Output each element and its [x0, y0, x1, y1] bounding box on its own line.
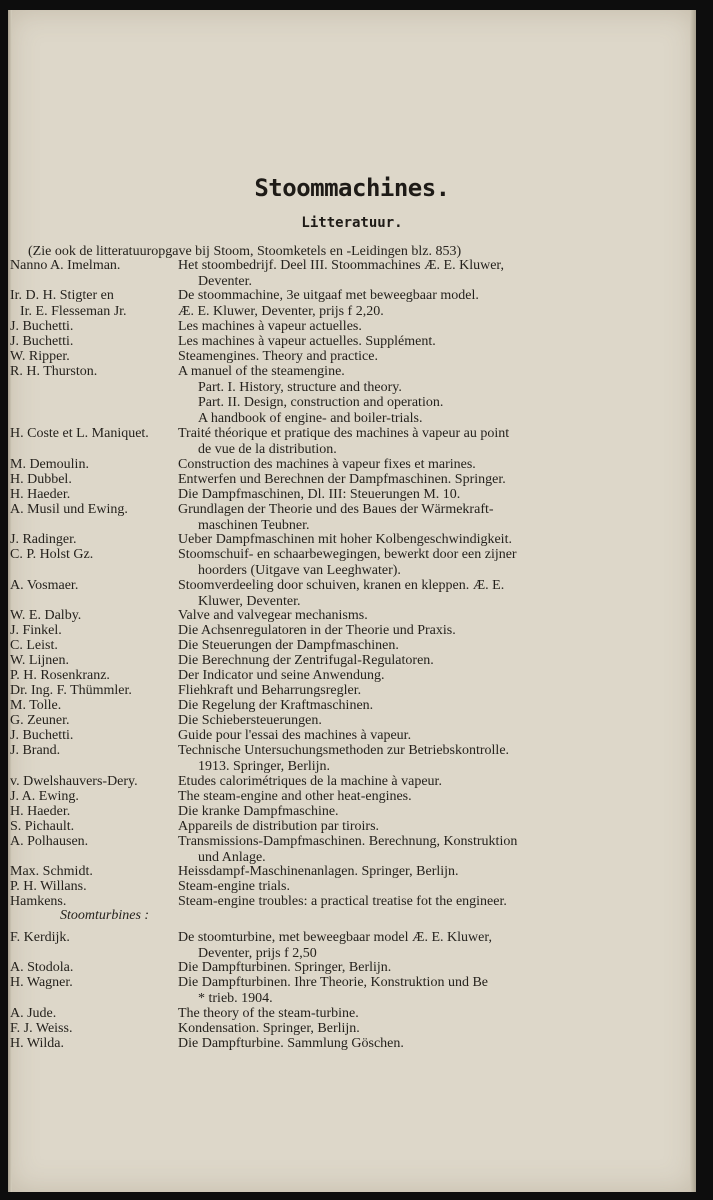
entry-title-line: Steamengines. Theory and practice.	[178, 349, 378, 364]
entry-title	[178, 334, 598, 350]
entry-author: M. Tolle.	[10, 698, 62, 713]
entry-author: W. E. Dalby.	[10, 608, 82, 623]
entry-title-continuation: Part. II. Design, construction and operation.	[198, 395, 444, 410]
entry-title	[178, 349, 598, 365]
entry-title	[178, 288, 598, 304]
entry-title	[178, 774, 598, 790]
entry-title	[178, 789, 598, 805]
entry-title	[178, 728, 598, 744]
entry-author: G. Zeuner.	[10, 713, 70, 728]
entry-title	[178, 578, 598, 609]
entry-title-continuation: Deventer, prijs f 2,50	[198, 945, 317, 961]
entry-title	[178, 743, 598, 774]
entry-title	[178, 668, 598, 684]
entry-author: A. Jude.	[10, 1006, 57, 1021]
entry-author: J. Brand.	[10, 743, 61, 758]
entry-title-line: Ueber Dampfmaschinen mit hoher Kolbengeschwindigkeit.	[178, 532, 512, 547]
entry-author: A. Stodola.	[10, 960, 74, 975]
entry-title-line: Appareils de distribution par tiroirs.	[178, 819, 380, 834]
entry-title-continuation: A handbook of engine- and boiler-trials.	[198, 410, 423, 426]
entry-title	[178, 487, 598, 503]
entry-title-continuation: Part. I. History, structure and theory.	[198, 379, 402, 395]
entry-author: H. Dubbel.	[10, 472, 72, 487]
entry-title-continuation: Kluwer, Deventer.	[198, 593, 301, 609]
entry-title	[178, 683, 598, 699]
entry-title	[178, 364, 598, 426]
entry-title	[178, 623, 598, 639]
entry-title	[178, 698, 598, 714]
entry-title	[178, 608, 598, 624]
entry-title	[178, 547, 598, 578]
entry-title-line: Die Dampfturbine. Sammlung Göschen.	[178, 1036, 404, 1051]
entry-author: H. Haeder.	[10, 804, 71, 819]
entry-title-continuation: * trieb. 1904.	[198, 990, 273, 1006]
entry-author: H. Wagner.	[10, 975, 73, 990]
entry-title-line: Les machines à vapeur actuelles.	[178, 319, 362, 334]
entry-title	[178, 879, 598, 895]
entry-title	[178, 834, 598, 865]
entry-title	[178, 532, 598, 548]
entry-title-line: Traité théorique et pratique des machines à vapeur au point	[178, 426, 510, 441]
entry-author: J. Radinger.	[10, 532, 77, 547]
entry-author: C. Leist.	[10, 638, 58, 653]
entry-author: F. Kerdijk.	[10, 930, 70, 945]
entry-title-line: Etudes calorimétriques de la machine à vapeur.	[178, 774, 442, 789]
entry-author: M. Demoulin.	[10, 457, 89, 472]
entry-author: Max. Schmidt.	[10, 864, 93, 879]
entry-title	[178, 894, 598, 910]
entry-title-line: Steam-engine troubles: a practical treatise fot the engineer.	[178, 894, 507, 909]
entry-title-line: Heissdampf-Maschinenanlagen. Springer, Berlijn.	[178, 864, 459, 879]
entry-title-continuation: hoorders (Uitgave van Leeghwater).	[198, 562, 401, 578]
entry-title-line: Grundlagen der Theorie und des Baues der Wärmekraft-	[178, 502, 494, 517]
entry-title-line: Die kranke Dampfmaschine.	[178, 804, 339, 819]
entry-title	[178, 502, 598, 533]
entry-author: J. A. Ewing.	[10, 789, 79, 804]
entry-title-line: De stoommachine, 3e uitgaaf met beweegbaar model.	[178, 288, 479, 303]
entry-title	[178, 258, 598, 289]
entry-title-line: Der Indicator und seine Anwendung.	[178, 668, 385, 683]
entry-author: A. Vosmaer.	[10, 578, 79, 593]
entry-title-line: Die Steuerungen der Dampfmaschinen.	[178, 638, 399, 653]
entry-title-line: Entwerfen und Berechnen der Dampfmaschinen. Springer.	[178, 472, 506, 487]
entry-author: P. H. Willans.	[10, 879, 87, 894]
entry-title	[178, 457, 598, 473]
entry-title-line: The steam-engine and other heat-engines.	[178, 789, 412, 804]
entry-title-line: Het stoombedrijf. Deel III. Stoommachines Æ. E. Kluwer,	[178, 258, 505, 273]
entry-title	[178, 960, 598, 976]
reference-note: (Zie ook de litteratuuropgave bij Stoom, Stoomketels en -Leidingen blz. 853)	[28, 244, 462, 259]
entry-title-line: Guide pour l'essai des machines à vapeur.	[178, 728, 412, 743]
entry-title-line: Stoomverdeeling door schuiven, kranen en kleppen. Æ. E.	[178, 578, 505, 593]
entry-title	[178, 864, 598, 880]
entry-title	[178, 819, 598, 835]
entry-title	[178, 472, 598, 488]
entry-author: W. Lijnen.	[10, 653, 69, 668]
entry-title-line: Technische Untersuchungsmethoden zur Betriebskontrolle.	[178, 743, 510, 758]
entry-author: W. Ripper.	[10, 349, 70, 364]
entry-title-line: Die Schiebersteuerungen.	[178, 713, 322, 728]
entry-title-line: Die Dampfmaschinen, Dl. III: Steuerungen M. 10.	[178, 487, 461, 502]
entry-title	[178, 1021, 598, 1037]
entry-author: P. H. Rosenkranz.	[10, 668, 110, 683]
entry-title-line: De stoomturbine, met beweegbaar model Æ. E. Kluwer,	[178, 930, 492, 945]
entry-author: C. P. Holst Gz.	[10, 547, 94, 562]
entry-title-line: The theory of the steam-turbine.	[178, 1006, 359, 1021]
entry-title-continuation: Deventer.	[198, 273, 253, 289]
entry-title-line: Valve and valvegear mechanisms.	[178, 608, 368, 623]
entry-title	[178, 1006, 598, 1022]
entry-title-line: Die Dampfturbinen. Ihre Theorie, Konstruktion und Be	[178, 975, 489, 990]
entry-author: J. Buchetti.	[10, 728, 74, 743]
entry-author: J. Buchetti.	[10, 334, 74, 349]
entry-title-line: Die Dampfturbinen. Springer, Berlijn.	[178, 960, 392, 975]
entry-title	[178, 304, 598, 320]
entry-author: Hamkens.	[10, 894, 67, 909]
entry-title	[178, 1036, 598, 1052]
subsection-heading: Stoomturbines :	[60, 908, 150, 923]
entry-title-line: Transmissions-Dampfmaschinen. Berechnung, Konstruktion	[178, 834, 518, 849]
entry-title	[178, 319, 598, 335]
bibliography-list	[8, 10, 696, 1192]
entry-title-line: Æ. E. Kluwer, Deventer, prijs f 2,20.	[178, 304, 384, 319]
entry-author: A. Musil und Ewing.	[10, 502, 128, 517]
entry-author: H. Haeder.	[10, 487, 71, 502]
entry-title	[178, 804, 598, 820]
entry-title-line: Stoomschuif- en schaarbewegingen, bewerkt door een zijner	[178, 547, 517, 562]
entry-author: H. Wilda.	[10, 1036, 65, 1051]
page-title: Stoommachines.	[254, 174, 450, 202]
entry-author: F. J. Weiss.	[10, 1021, 73, 1036]
entry-title	[178, 638, 598, 654]
entry-author: Dr. Ing. F. Thümmler.	[10, 683, 132, 698]
entry-title	[178, 713, 598, 729]
entry-author: J. Buchetti.	[10, 319, 74, 334]
entry-title-line: Les machines à vapeur actuelles. Supplément.	[178, 334, 436, 349]
entry-title	[178, 930, 598, 961]
entry-author: A. Polhausen.	[10, 834, 89, 849]
entry-title-continuation: 1913. Springer, Berlijn.	[198, 758, 331, 774]
entry-author: S. Pichault.	[10, 819, 75, 834]
book-page	[8, 10, 696, 1192]
entry-author: J. Finkel.	[10, 623, 62, 638]
page-subtitle: Litteratuur.	[301, 215, 403, 231]
entry-title-continuation: de vue de la distribution.	[198, 441, 337, 457]
entry-author: H. Coste et L. Maniquet.	[10, 426, 149, 441]
entry-title-line: Steam-engine trials.	[178, 879, 290, 894]
entry-title-line: Die Berechnung der Zentrifugal-Regulatoren.	[178, 653, 434, 668]
entry-title-line: Die Achsenregulatoren in der Theorie und Praxis.	[178, 623, 456, 638]
entry-title-line: Die Regelung der Kraftmaschinen.	[178, 698, 374, 713]
entry-author: v. Dwelshauvers-Dery.	[10, 774, 138, 789]
entry-title	[178, 975, 598, 1006]
entry-title	[178, 653, 598, 669]
entry-title-continuation: maschinen Teubner.	[198, 517, 310, 533]
entry-author: Ir. D. H. Stigter en	[10, 288, 114, 303]
entry-title-line: Construction des machines à vapeur fixes et marines.	[178, 457, 476, 472]
entry-title-line: Kondensation. Springer, Berlijn.	[178, 1021, 360, 1036]
entry-title-line: Fliehkraft und Beharrungsregler.	[178, 683, 362, 698]
entry-author: Ir. E. Flesseman Jr.	[20, 304, 127, 319]
entry-title	[178, 426, 598, 457]
entry-author: R. H. Thurston.	[10, 364, 98, 379]
entry-author: Nanno A. Imelman.	[10, 258, 121, 273]
entry-title-line: A manuel of the steamengine.	[178, 364, 345, 379]
entry-title-continuation: und Anlage.	[198, 849, 266, 865]
